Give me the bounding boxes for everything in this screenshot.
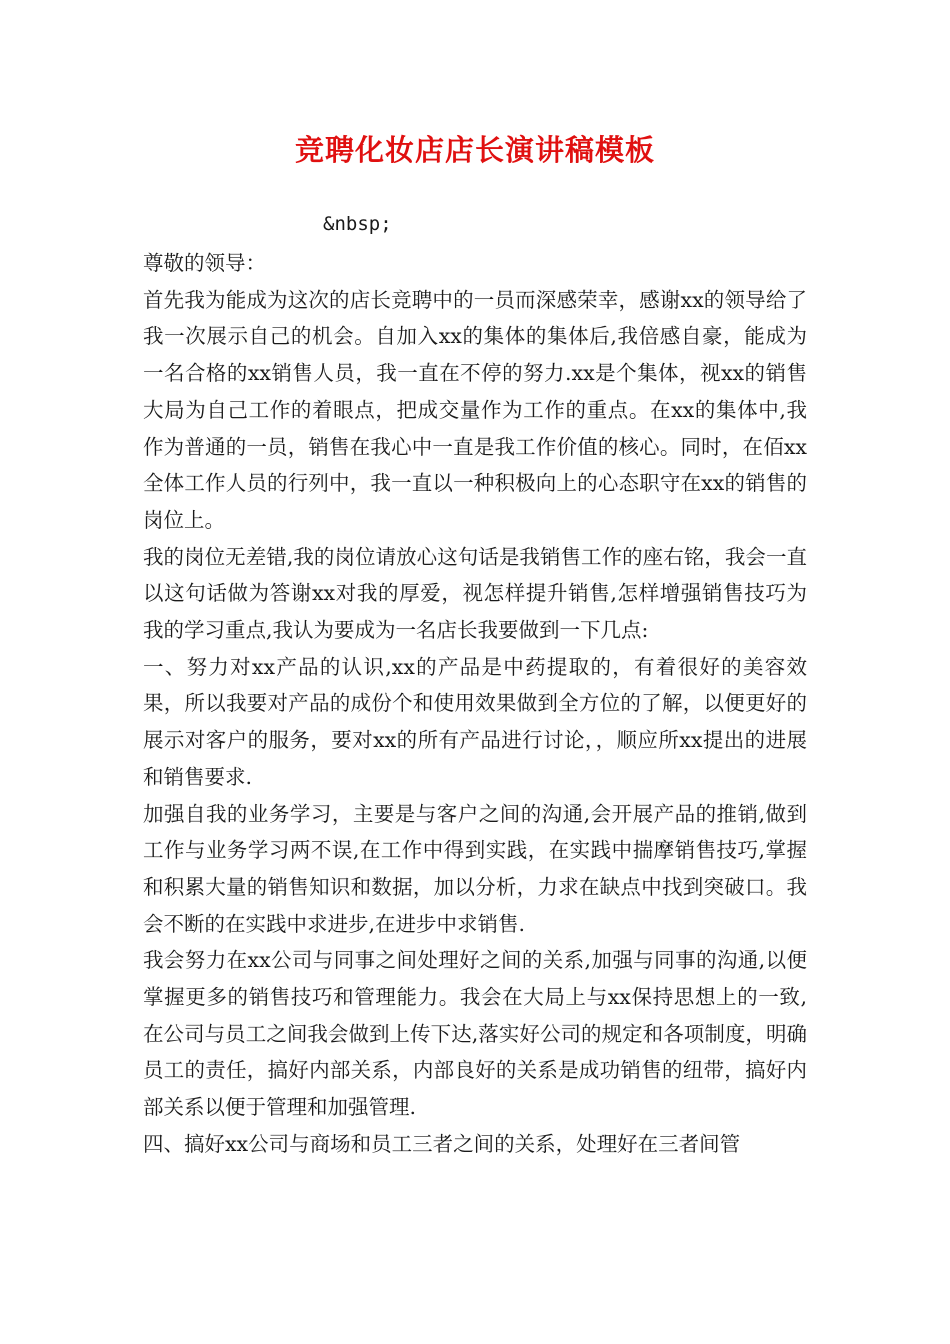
document-title: 竞聘化妆店店长演讲稿模板	[294, 133, 655, 167]
paragraph: 加强自我的业务学习，主要是与客户之间的沟通,会开展产品的推销,做到工作与业务学习两不误,在工作中得到实践，在实践中揣摩销售技巧,掌握和积累大量的销售知识和数据，加以分析，力求在缺点中找到突破口。我会不断的在实践中求进步,在进步中求销售.	[143, 801, 807, 936]
paragraph: 首先我为能成为这次的店长竞聘中的一员而深感荣幸，感谢xx的领导给了我一次展示自己的机会。自加入xx的集体的集体后,我倍感自豪，能成为一名合格的xx销售人员，我一直在不停的努力.xx是个集体，视xx的销售大局为自己工作的着眼点，把成交量作为工作的重点。在xx的集体中,我作为普通的一员，销售在我心中一直是我工作价值的核心。同时，在佰xx全体工作人员的行列中，我一直以一种积极向上的心态职守在xx的销售的岗位上。	[143, 287, 807, 532]
salutation: 尊敬的领导：	[143, 251, 266, 275]
paragraph: 一、努力对xx产品的认识,xx的产品是中药提取的，有着很好的美容效果，所以我要对产品的成份个和使用效果做到全方位的了解，以便更好的展示对客户的服务，要对xx的所有产品进行讨论，，顺应所xx提出的进展和销售要求.	[143, 654, 807, 789]
document-body	[143, 245, 807, 1163]
paragraph: 我会努力在xx公司与同事之间处理好之间的关系,加强与同事的沟通,以便掌握更多的销售技巧和管理能力。我会在大局上与xx保持思想上的一致,在公司与员工之间我会做到上传下达,落实好公司的规定和各项制度，明确员工的责任，搞好内部关系，内部良好的关系是成功销售的纽带，搞好内部关系以便于管理和加强管理.	[143, 948, 807, 1120]
paragraph: 我的岗位无差错,我的岗位请放心这句话是我销售工作的座右铭，我会一直以这句话做为答谢xx对我的厚爱，视怎样提升销售,怎样增强销售技巧为我的学习重点,我认为要成为一名店长我要做到一下几点:	[143, 544, 807, 643]
paragraph: 四、搞好xx公司与商场和员工三者之间的关系，处理好在三者间管	[143, 1131, 741, 1156]
spacer-text: &nbsp;	[323, 213, 392, 235]
